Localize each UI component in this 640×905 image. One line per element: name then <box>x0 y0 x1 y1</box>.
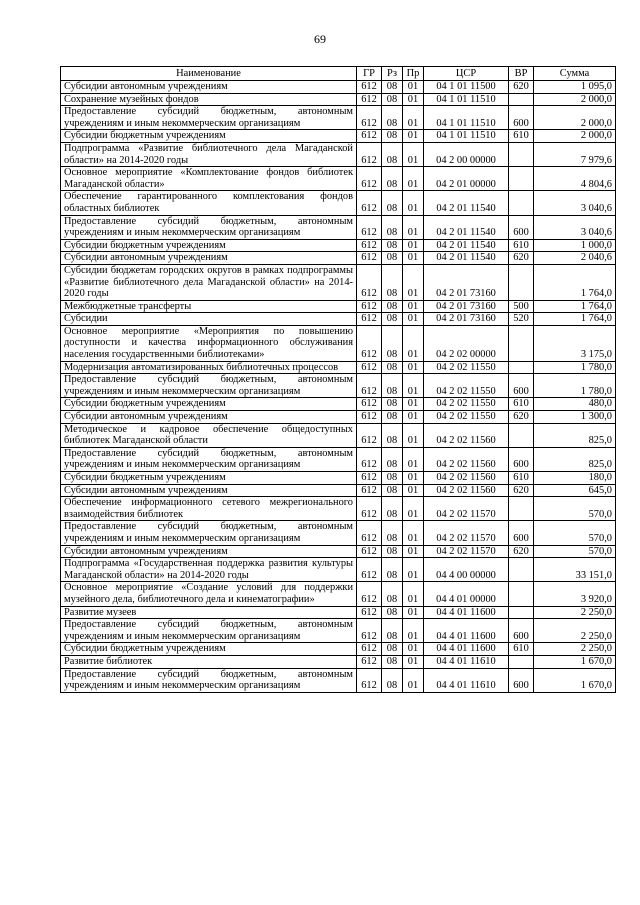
cell-name: Предоставление субсидий бюджетным, автономным учреждениям и иным некоммерческим организациям <box>61 521 357 545</box>
cell-sum: 2 250,0 <box>534 643 616 656</box>
cell-rz: 08 <box>382 264 403 300</box>
cell-pr: 01 <box>403 252 424 265</box>
cell-pr: 01 <box>403 423 424 447</box>
cell-csr: 04 2 01 11540 <box>424 252 509 265</box>
cell-name: Субсидии бюджетным учреждениям <box>61 472 357 485</box>
table-row <box>61 447 616 471</box>
table-row <box>61 655 616 668</box>
cell-csr: 04 2 02 11550 <box>424 374 509 398</box>
table-row <box>61 472 616 485</box>
cell-gr: 612 <box>357 497 382 521</box>
cell-vr <box>509 191 534 215</box>
cell-sum: 2 250,0 <box>534 606 616 619</box>
cell-csr: 04 2 02 11560 <box>424 447 509 471</box>
cell-vr <box>509 558 534 582</box>
budget-table <box>60 66 616 693</box>
cell-gr: 612 <box>357 142 382 166</box>
cell-pr: 01 <box>403 81 424 94</box>
cell-vr: 620 <box>509 411 534 424</box>
cell-name: Субсидии бюджетам городских округов в рамках подпрограммы «Развитие библиотечного дела Магаданской области» на 2014-2020 годы <box>61 264 357 300</box>
cell-name: Модернизация автоматизированных библиотечных процессов <box>61 361 357 374</box>
cell-sum: 570,0 <box>534 521 616 545</box>
cell-gr: 612 <box>357 93 382 106</box>
cell-rz: 08 <box>382 521 403 545</box>
table-row <box>61 374 616 398</box>
cell-vr: 600 <box>509 521 534 545</box>
cell-gr: 612 <box>357 558 382 582</box>
cell-csr: 04 1 01 11510 <box>424 93 509 106</box>
cell-gr: 612 <box>357 239 382 252</box>
cell-csr: 04 2 02 11550 <box>424 411 509 424</box>
cell-name: Субсидии бюджетным учреждениям <box>61 643 357 656</box>
cell-rz: 08 <box>382 252 403 265</box>
cell-gr: 612 <box>357 264 382 300</box>
header-sum: Сумма <box>534 67 616 81</box>
cell-gr: 612 <box>357 655 382 668</box>
cell-pr: 01 <box>403 239 424 252</box>
table-body <box>61 81 616 693</box>
table-row <box>61 606 616 619</box>
table-row <box>61 361 616 374</box>
cell-vr: 610 <box>509 239 534 252</box>
cell-sum: 825,0 <box>534 447 616 471</box>
cell-sum: 1 764,0 <box>534 313 616 326</box>
table-row <box>61 300 616 313</box>
cell-csr: 04 2 01 11540 <box>424 215 509 239</box>
table-header <box>61 67 616 81</box>
cell-sum: 480,0 <box>534 398 616 411</box>
cell-rz: 08 <box>382 361 403 374</box>
cell-pr: 01 <box>403 484 424 497</box>
cell-sum: 180,0 <box>534 472 616 485</box>
table-row <box>61 215 616 239</box>
table-row <box>61 239 616 252</box>
cell-sum: 2 250,0 <box>534 619 616 643</box>
cell-rz: 08 <box>382 411 403 424</box>
cell-gr: 612 <box>357 106 382 130</box>
header-csr: ЦСР <box>424 67 509 81</box>
cell-pr: 01 <box>403 264 424 300</box>
table-row <box>61 484 616 497</box>
cell-rz: 08 <box>382 643 403 656</box>
cell-sum: 1 670,0 <box>534 668 616 692</box>
cell-sum: 3 040,6 <box>534 191 616 215</box>
cell-name: Предоставление субсидий бюджетным, автономным учреждениям и иным некоммерческим организациям <box>61 106 357 130</box>
cell-gr: 612 <box>357 130 382 143</box>
cell-rz: 08 <box>382 606 403 619</box>
cell-csr: 04 4 01 11610 <box>424 655 509 668</box>
cell-pr: 01 <box>403 142 424 166</box>
cell-sum: 2 040,6 <box>534 252 616 265</box>
cell-gr: 612 <box>357 81 382 94</box>
cell-gr: 612 <box>357 606 382 619</box>
cell-name: Межбюджетные трансферты <box>61 300 357 313</box>
cell-rz: 08 <box>382 545 403 558</box>
cell-pr: 01 <box>403 191 424 215</box>
cell-sum: 3 920,0 <box>534 582 616 606</box>
table-row <box>61 142 616 166</box>
cell-csr: 04 4 00 00000 <box>424 558 509 582</box>
cell-rz: 08 <box>382 130 403 143</box>
cell-csr: 04 2 01 00000 <box>424 167 509 191</box>
table-row <box>61 545 616 558</box>
table-row <box>61 325 616 361</box>
cell-name: Предоставление субсидий бюджетным, автономным учреждениям и иным некоммерческим организациям <box>61 668 357 692</box>
cell-csr: 04 1 01 11500 <box>424 81 509 94</box>
cell-vr <box>509 582 534 606</box>
cell-vr <box>509 264 534 300</box>
cell-sum: 1 780,0 <box>534 361 616 374</box>
cell-sum: 4 804,6 <box>534 167 616 191</box>
cell-pr: 01 <box>403 398 424 411</box>
table-row <box>61 106 616 130</box>
cell-name: Подпрограмма «Государственная поддержка развития культуры Магаданской области» на 2014-2020 годы <box>61 558 357 582</box>
table-row <box>61 497 616 521</box>
header-gr: ГР <box>357 67 382 81</box>
cell-name: Развитие музеев <box>61 606 357 619</box>
cell-csr: 04 2 01 73160 <box>424 264 509 300</box>
cell-pr: 01 <box>403 300 424 313</box>
cell-name: Предоставление субсидий бюджетным, автономным учреждениям и иным некоммерческим организациям <box>61 215 357 239</box>
cell-csr: 04 2 02 11570 <box>424 521 509 545</box>
cell-vr: 620 <box>509 484 534 497</box>
cell-sum: 645,0 <box>534 484 616 497</box>
cell-csr: 04 2 02 00000 <box>424 325 509 361</box>
cell-vr: 600 <box>509 215 534 239</box>
header-row <box>61 67 616 81</box>
cell-vr: 600 <box>509 374 534 398</box>
cell-vr: 600 <box>509 106 534 130</box>
cell-rz: 08 <box>382 668 403 692</box>
cell-vr <box>509 497 534 521</box>
cell-pr: 01 <box>403 606 424 619</box>
cell-rz: 08 <box>382 142 403 166</box>
cell-vr: 620 <box>509 81 534 94</box>
cell-name: Субсидии автономным учреждениям <box>61 411 357 424</box>
cell-gr: 612 <box>357 411 382 424</box>
cell-name: Основное мероприятие «Мероприятия по повышению доступности и качества информационного обслуживания населения государственными библиотеками» <box>61 325 357 361</box>
table-row <box>61 558 616 582</box>
cell-gr: 612 <box>357 582 382 606</box>
table-row <box>61 93 616 106</box>
cell-csr: 04 2 01 11540 <box>424 191 509 215</box>
cell-csr: 04 4 01 11600 <box>424 619 509 643</box>
cell-pr: 01 <box>403 93 424 106</box>
cell-rz: 08 <box>382 398 403 411</box>
header-pr: Пр <box>403 67 424 81</box>
cell-csr: 04 4 01 11600 <box>424 606 509 619</box>
cell-name: Развитие библиотек <box>61 655 357 668</box>
cell-vr <box>509 167 534 191</box>
cell-sum: 570,0 <box>534 545 616 558</box>
cell-rz: 08 <box>382 619 403 643</box>
cell-pr: 01 <box>403 582 424 606</box>
cell-rz: 08 <box>382 300 403 313</box>
table-row <box>61 619 616 643</box>
table-row <box>61 313 616 326</box>
header-vr: ВР <box>509 67 534 81</box>
cell-gr: 612 <box>357 423 382 447</box>
cell-rz: 08 <box>382 655 403 668</box>
cell-vr: 600 <box>509 447 534 471</box>
cell-rz: 08 <box>382 447 403 471</box>
cell-vr <box>509 423 534 447</box>
cell-csr: 04 2 02 11550 <box>424 398 509 411</box>
cell-sum: 3 175,0 <box>534 325 616 361</box>
cell-gr: 612 <box>357 398 382 411</box>
cell-rz: 08 <box>382 81 403 94</box>
cell-rz: 08 <box>382 215 403 239</box>
cell-pr: 01 <box>403 497 424 521</box>
cell-name: Субсидии автономным учреждениям <box>61 545 357 558</box>
cell-name: Основное мероприятие «Комплектование фондов библиотек Магаданской области» <box>61 167 357 191</box>
cell-rz: 08 <box>382 325 403 361</box>
cell-gr: 612 <box>357 484 382 497</box>
cell-csr: 04 2 02 11560 <box>424 423 509 447</box>
cell-vr <box>509 655 534 668</box>
cell-gr: 612 <box>357 545 382 558</box>
cell-gr: 612 <box>357 668 382 692</box>
cell-csr: 04 2 02 11570 <box>424 545 509 558</box>
cell-pr: 01 <box>403 545 424 558</box>
cell-pr: 01 <box>403 313 424 326</box>
cell-vr: 600 <box>509 619 534 643</box>
cell-rz: 08 <box>382 423 403 447</box>
cell-gr: 612 <box>357 619 382 643</box>
cell-sum: 1 764,0 <box>534 264 616 300</box>
cell-name: Субсидии автономным учреждениям <box>61 484 357 497</box>
cell-rz: 08 <box>382 497 403 521</box>
table-row <box>61 423 616 447</box>
cell-pr: 01 <box>403 655 424 668</box>
table-row <box>61 582 616 606</box>
cell-rz: 08 <box>382 106 403 130</box>
cell-name: Субсидии автономным учреждениям <box>61 252 357 265</box>
cell-gr: 612 <box>357 167 382 191</box>
cell-rz: 08 <box>382 167 403 191</box>
cell-pr: 01 <box>403 215 424 239</box>
cell-sum: 1 300,0 <box>534 411 616 424</box>
cell-pr: 01 <box>403 325 424 361</box>
table-row <box>61 252 616 265</box>
cell-vr: 610 <box>509 643 534 656</box>
cell-rz: 08 <box>382 313 403 326</box>
cell-pr: 01 <box>403 130 424 143</box>
cell-csr: 04 2 02 11570 <box>424 497 509 521</box>
cell-csr: 04 2 02 11550 <box>424 361 509 374</box>
cell-gr: 612 <box>357 252 382 265</box>
cell-pr: 01 <box>403 106 424 130</box>
cell-name: Субсидии бюджетным учреждениям <box>61 130 357 143</box>
cell-csr: 04 2 02 11560 <box>424 484 509 497</box>
cell-sum: 825,0 <box>534 423 616 447</box>
cell-sum: 1 000,0 <box>534 239 616 252</box>
cell-vr: 520 <box>509 313 534 326</box>
cell-pr: 01 <box>403 472 424 485</box>
cell-csr: 04 4 01 11600 <box>424 643 509 656</box>
table-row <box>61 264 616 300</box>
cell-name: Субсидии <box>61 313 357 326</box>
table-row <box>61 668 616 692</box>
header-name: Наименование <box>61 67 357 81</box>
cell-name: Субсидии автономным учреждениям <box>61 81 357 94</box>
cell-sum: 1 095,0 <box>534 81 616 94</box>
cell-sum: 2 000,0 <box>534 106 616 130</box>
cell-name: Методическое и кадровое обеспечение общедоступных библиотек Магаданской области <box>61 423 357 447</box>
cell-pr: 01 <box>403 447 424 471</box>
cell-csr: 04 1 01 11510 <box>424 130 509 143</box>
cell-gr: 612 <box>357 374 382 398</box>
cell-rz: 08 <box>382 191 403 215</box>
table-row <box>61 411 616 424</box>
cell-gr: 612 <box>357 643 382 656</box>
table-row <box>61 167 616 191</box>
table-row <box>61 130 616 143</box>
cell-name: Предоставление субсидий бюджетным, автономным учреждениям и иным некоммерческим организациям <box>61 447 357 471</box>
cell-pr: 01 <box>403 521 424 545</box>
cell-name: Предоставление субсидий бюджетным, автономным учреждениям и иным некоммерческим организациям <box>61 619 357 643</box>
cell-pr: 01 <box>403 668 424 692</box>
cell-name: Субсидии бюджетным учреждениям <box>61 239 357 252</box>
cell-name: Подпрограмма «Развитие библиотечного дела Магаданской области» на 2014-2020 годы <box>61 142 357 166</box>
cell-rz: 08 <box>382 582 403 606</box>
cell-sum: 2 000,0 <box>534 93 616 106</box>
cell-vr: 610 <box>509 398 534 411</box>
cell-rz: 08 <box>382 93 403 106</box>
cell-gr: 612 <box>357 472 382 485</box>
table-row <box>61 191 616 215</box>
cell-name: Основное мероприятие «Создание условий для поддержки музейного дела, библиотечного дела и кинематографии» <box>61 582 357 606</box>
cell-name: Предоставление субсидий бюджетным, автономным учреждениям и иным некоммерческим организациям <box>61 374 357 398</box>
cell-pr: 01 <box>403 361 424 374</box>
cell-name: Сохранение музейных фондов <box>61 93 357 106</box>
cell-gr: 612 <box>357 325 382 361</box>
cell-sum: 3 040,6 <box>534 215 616 239</box>
table-row <box>61 643 616 656</box>
cell-gr: 612 <box>357 361 382 374</box>
cell-csr: 04 2 00 00000 <box>424 142 509 166</box>
cell-vr <box>509 142 534 166</box>
cell-gr: 612 <box>357 447 382 471</box>
cell-vr: 620 <box>509 545 534 558</box>
cell-vr <box>509 93 534 106</box>
cell-pr: 01 <box>403 374 424 398</box>
page-number: 69 <box>314 32 326 46</box>
cell-sum: 7 979,6 <box>534 142 616 166</box>
cell-rz: 08 <box>382 472 403 485</box>
table-row <box>61 398 616 411</box>
cell-vr <box>509 361 534 374</box>
cell-sum: 1 764,0 <box>534 300 616 313</box>
cell-gr: 612 <box>357 300 382 313</box>
cell-pr: 01 <box>403 619 424 643</box>
cell-pr: 01 <box>403 167 424 191</box>
cell-sum: 2 000,0 <box>534 130 616 143</box>
cell-rz: 08 <box>382 239 403 252</box>
header-rz: Рз <box>382 67 403 81</box>
cell-csr: 04 2 01 73160 <box>424 313 509 326</box>
cell-csr: 04 2 01 11540 <box>424 239 509 252</box>
cell-csr: 04 4 01 00000 <box>424 582 509 606</box>
cell-vr: 610 <box>509 130 534 143</box>
cell-vr: 500 <box>509 300 534 313</box>
cell-csr: 04 2 01 73160 <box>424 300 509 313</box>
cell-rz: 08 <box>382 558 403 582</box>
cell-sum: 1 780,0 <box>534 374 616 398</box>
cell-pr: 01 <box>403 643 424 656</box>
table-row <box>61 521 616 545</box>
cell-csr: 04 2 02 11560 <box>424 472 509 485</box>
cell-rz: 08 <box>382 484 403 497</box>
cell-name: Субсидии бюджетным учреждениям <box>61 398 357 411</box>
cell-pr: 01 <box>403 558 424 582</box>
cell-sum: 570,0 <box>534 497 616 521</box>
cell-rz: 08 <box>382 374 403 398</box>
table-row <box>61 81 616 94</box>
cell-vr: 620 <box>509 252 534 265</box>
cell-vr: 610 <box>509 472 534 485</box>
cell-sum: 1 670,0 <box>534 655 616 668</box>
cell-sum: 33 151,0 <box>534 558 616 582</box>
cell-gr: 612 <box>357 521 382 545</box>
cell-csr: 04 1 01 11510 <box>424 106 509 130</box>
cell-pr: 01 <box>403 411 424 424</box>
cell-name: Обеспечение информационного сетевого межрегионального взаимодействия библиотек <box>61 497 357 521</box>
cell-vr <box>509 325 534 361</box>
cell-gr: 612 <box>357 313 382 326</box>
cell-csr: 04 4 01 11610 <box>424 668 509 692</box>
cell-vr: 600 <box>509 668 534 692</box>
cell-name: Обеспечение гарантированного комплектования фондов областных библиотек <box>61 191 357 215</box>
cell-gr: 612 <box>357 215 382 239</box>
cell-vr <box>509 606 534 619</box>
cell-gr: 612 <box>357 191 382 215</box>
